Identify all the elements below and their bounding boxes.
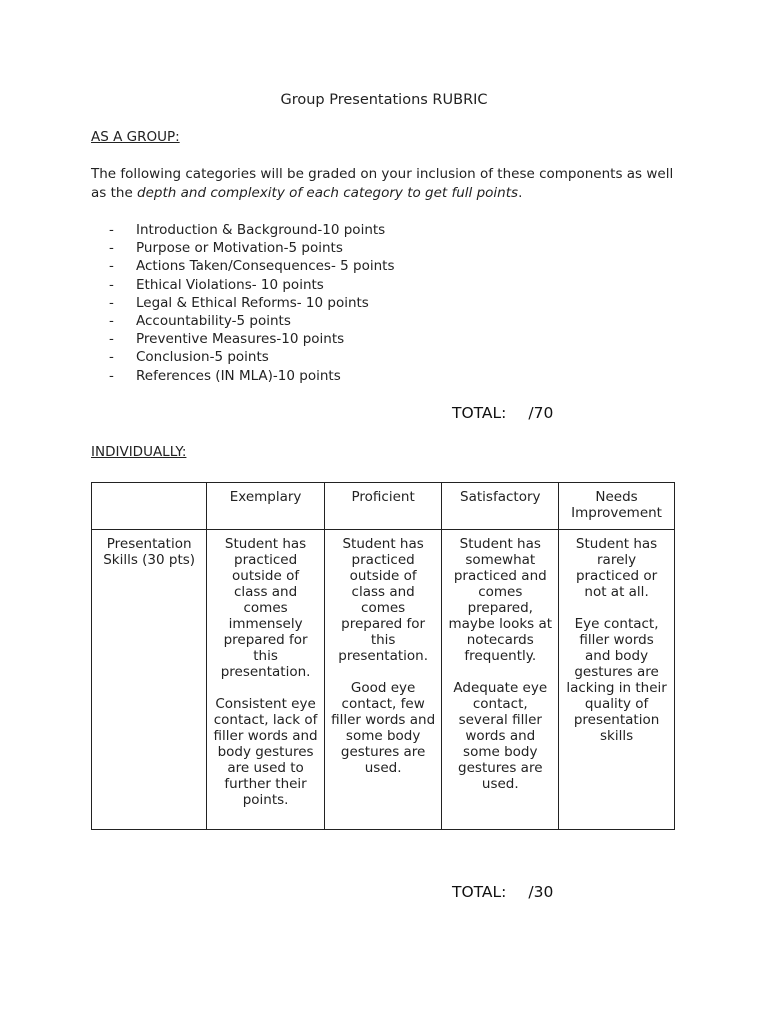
list-item: - Actions Taken/Consequences- 5 points xyxy=(109,258,395,275)
cell-paragraph: Student has rarely practiced or not at all. xyxy=(575,536,658,600)
criterion-label: Actions Taken/Consequences- 5 points xyxy=(136,258,395,275)
list-item: - Ethical Violations- 10 points xyxy=(109,276,324,293)
cell-paragraph: Adequate eye contact, several filler words and some body gestures are used. xyxy=(453,680,548,792)
cell-paragraph: Student has practiced outside of class and comes immensely prepared for this presentation. xyxy=(220,536,311,680)
criterion-label: Purpose or Motivation-5 points xyxy=(136,240,343,257)
group-section-heading: AS A GROUP: xyxy=(91,129,180,145)
criterion-label: Ethical Violations- 10 points xyxy=(136,276,324,293)
list-item: - References (IN MLA)-10 points xyxy=(109,367,341,384)
individual-section-heading: INDIVIDUALLY: xyxy=(91,444,187,460)
header-cell-exemplary: Exemplary xyxy=(207,483,325,530)
cell-paragraph: Good eye contact, few filler words and some body gestures are used. xyxy=(331,680,436,776)
header-cell-satisfactory: Satisfactory xyxy=(442,483,559,530)
cell-paragraph: Student has practiced outside of class and comes prepared for this presentation. xyxy=(338,536,428,664)
cell-paragraph: Eye contact, filler words and body gestures are lacking in their quality of presentation skills xyxy=(566,616,667,744)
rubric-table xyxy=(91,482,675,830)
criteria-list xyxy=(109,221,394,385)
header-cell-proficient: Proficient xyxy=(324,483,442,530)
intro-emphasis: depth and complexity of each category to get full points xyxy=(137,185,519,201)
intro-text: The following categories will be graded on your inclusion of these components as well as the xyxy=(91,166,674,201)
total-score: /70 xyxy=(528,404,554,422)
list-item: - Legal & Ethical Reforms- 10 points xyxy=(109,294,369,311)
row-label-cell: Presentation Skills (30 pts) xyxy=(92,530,207,830)
criterion-label: References (IN MLA)-10 points xyxy=(136,367,341,384)
criterion-label: Conclusion-5 points xyxy=(136,349,269,366)
total-score: /30 xyxy=(528,883,554,901)
intro-end: . xyxy=(518,185,523,201)
criterion-label: Introduction & Background-10 points xyxy=(136,222,386,238)
individual-total xyxy=(452,883,553,901)
criterion-label: Legal & Ethical Reforms- 10 points xyxy=(136,294,369,311)
cell-paragraph: Student has somewhat practiced and comes prepared, maybe looks at notecards frequently. xyxy=(448,536,553,664)
group-total xyxy=(452,404,553,422)
group-intro-paragraph xyxy=(91,165,691,203)
list-item: - Introduction & Background-10 points xyxy=(109,222,386,238)
criterion-label: Preventive Measures-10 points xyxy=(136,331,345,348)
satisfactory-cell xyxy=(442,530,559,830)
cell-paragraph: Consistent eye contact, lack of filler words and body gestures are used to further their points. xyxy=(213,696,318,808)
page-title: Group Presentations RUBRIC xyxy=(280,92,488,108)
table-row xyxy=(92,530,675,830)
list-item: - Conclusion-5 points xyxy=(109,349,269,366)
proficient-cell xyxy=(324,530,442,830)
list-item: - Purpose or Motivation-5 points xyxy=(109,240,343,257)
exemplary-cell xyxy=(207,530,325,830)
table-header-row xyxy=(92,483,675,530)
criterion-label: Accountability-5 points xyxy=(136,312,291,329)
header-cell-empty xyxy=(92,483,207,530)
total-label: TOTAL: xyxy=(452,404,507,422)
list-item: - Accountability-5 points xyxy=(109,312,291,329)
list-item: - Preventive Measures-10 points xyxy=(109,331,345,348)
header-cell-needs-improvement: Needs Improvement xyxy=(559,483,675,530)
total-label: TOTAL: xyxy=(452,883,507,901)
needs-improvement-cell xyxy=(559,530,675,830)
